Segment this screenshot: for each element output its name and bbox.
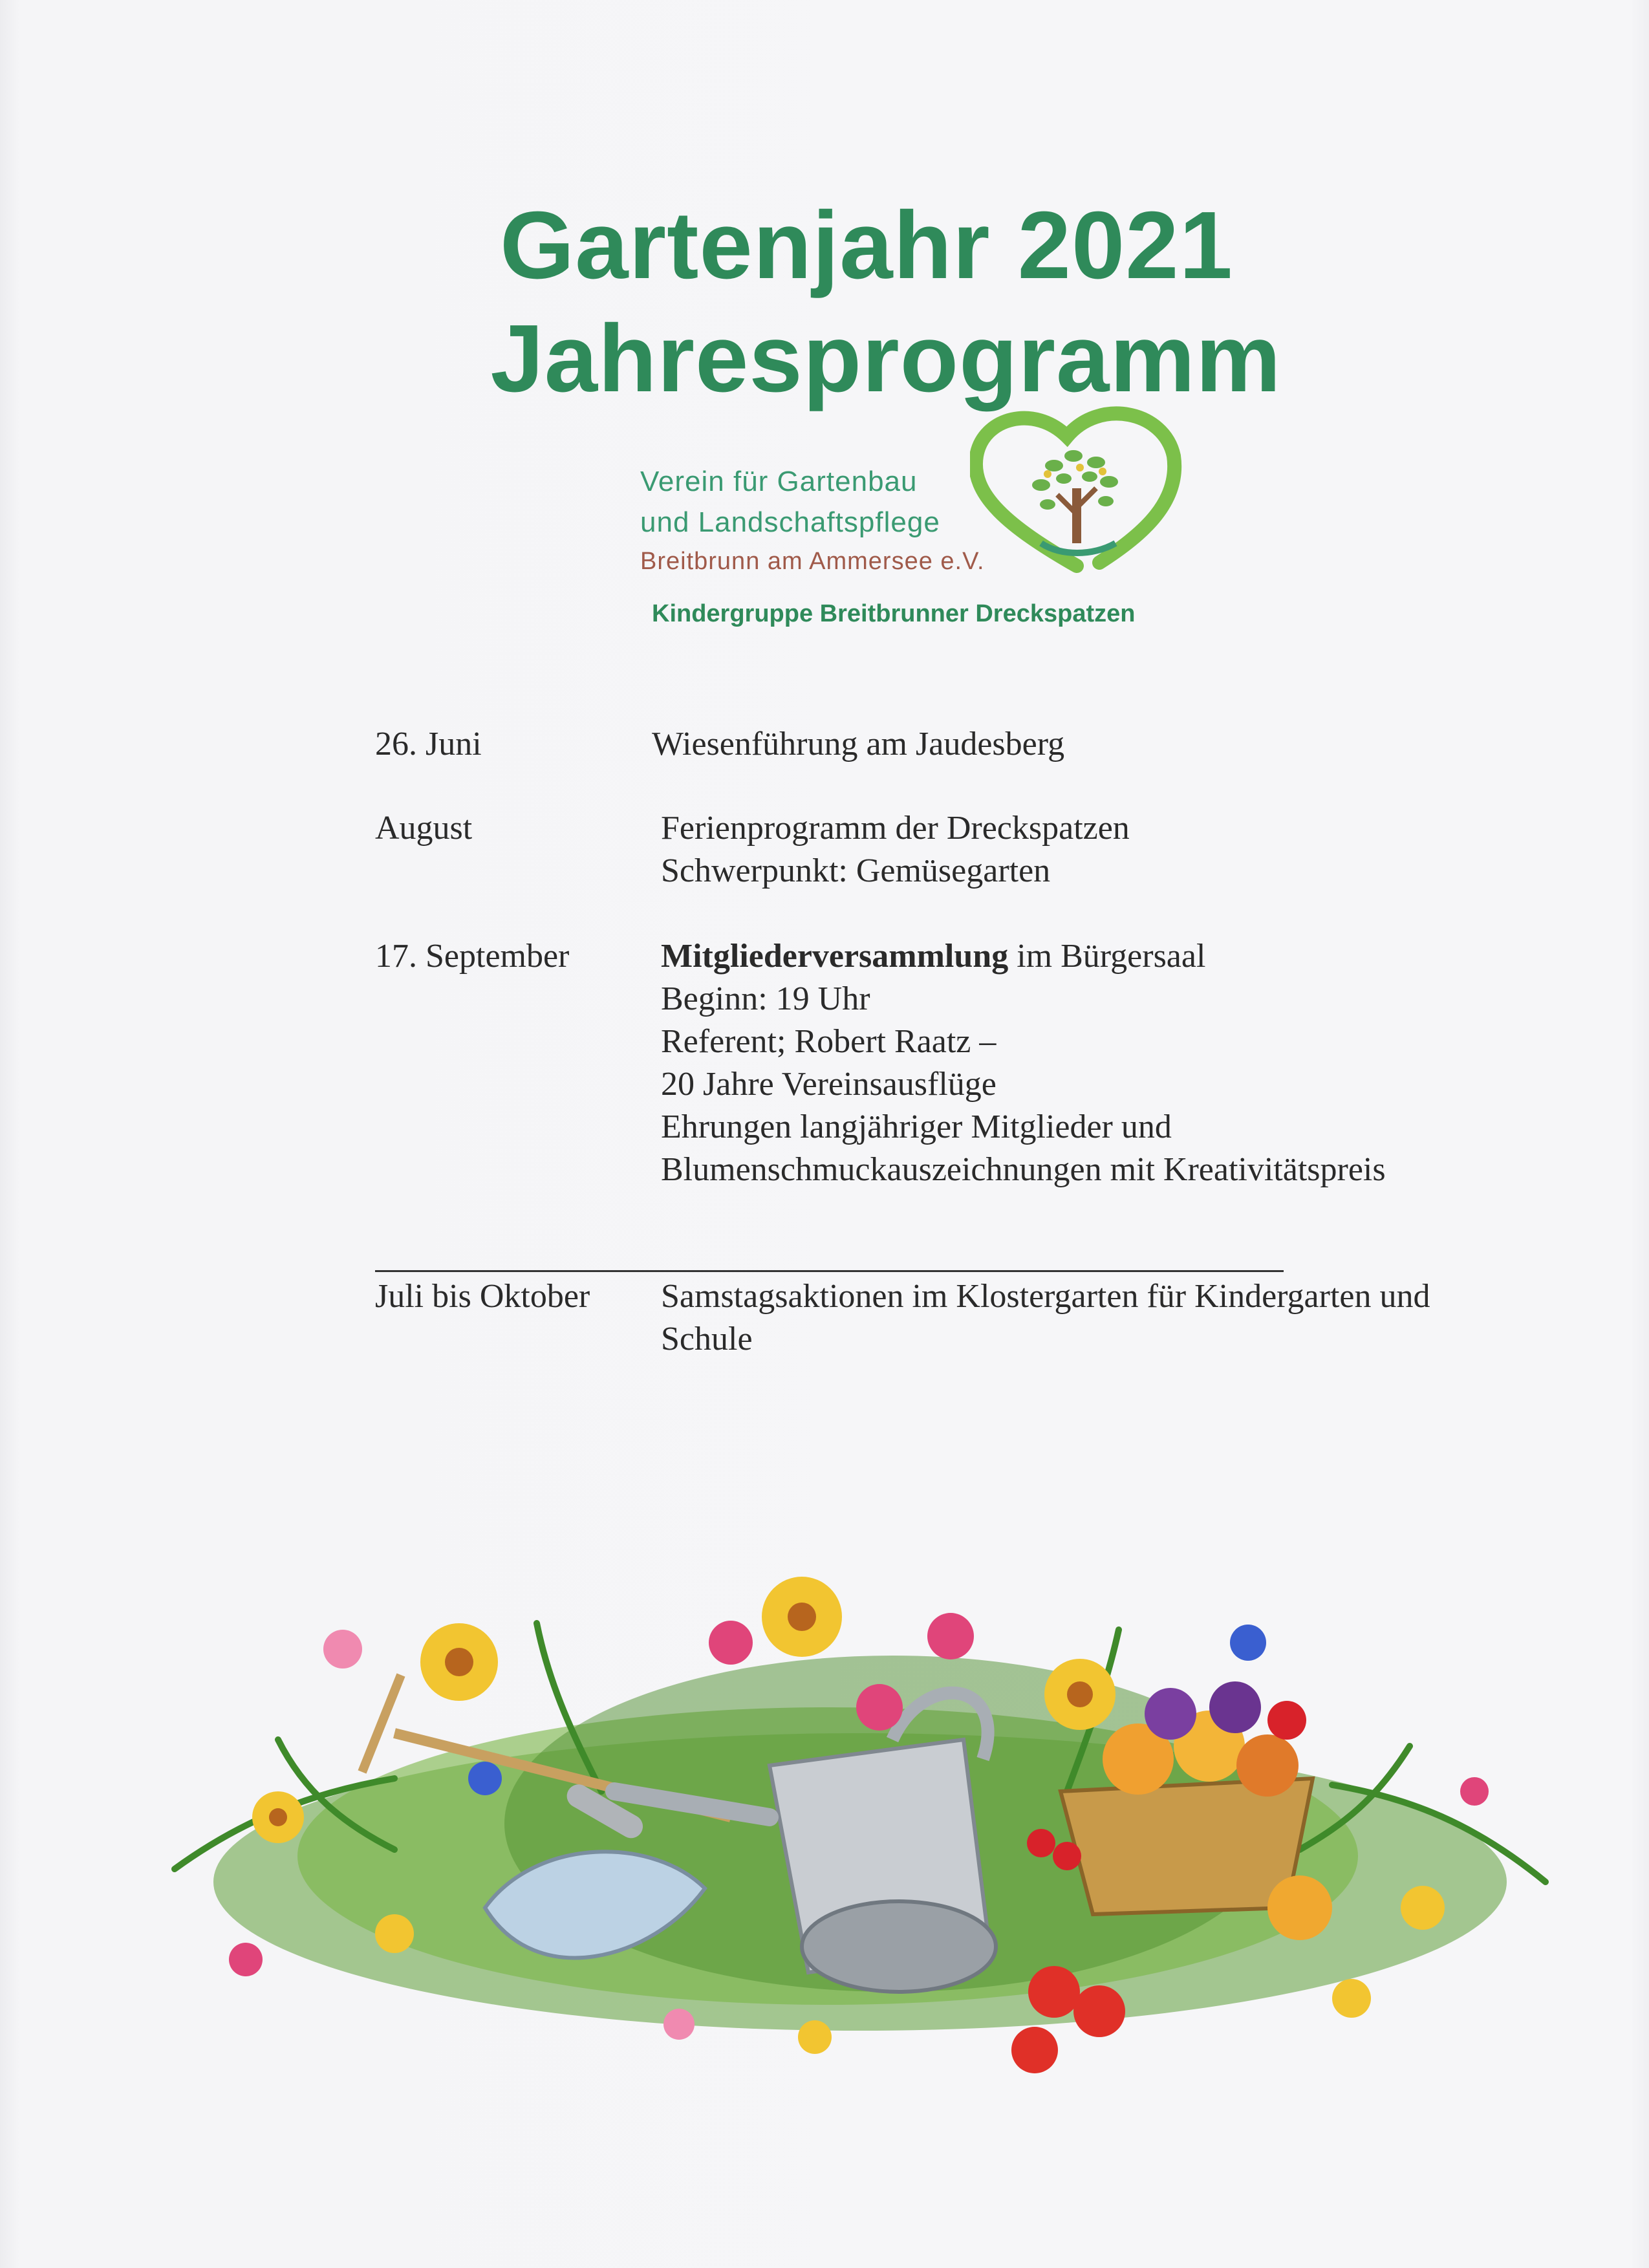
heart-tree-icon <box>970 404 1183 579</box>
logo-line-1: Verein für Gartenbau <box>640 466 918 497</box>
event-line: Ferienprogramm der Dreckspatzen <box>661 810 1130 847</box>
logo-line-3: Breitbrunn am Ammersee e.V. <box>640 548 985 575</box>
logo-line-2: und Landschaftspflege <box>640 506 940 538</box>
event-line: Schule <box>661 1321 753 1357</box>
event-highlight-rest: im Bürgersaal <box>1008 938 1206 975</box>
event-description <box>652 723 1064 766</box>
event-line: Beginn: 19 Uhr <box>661 980 870 1017</box>
event-line: Samstagsaktionen im Klostergarten für Kindergarten und <box>661 1278 1430 1315</box>
event-highlight: Mitgliederversammlung <box>661 938 1009 975</box>
event-date: 17. September <box>375 938 570 975</box>
club-logo <box>640 404 1190 637</box>
divider-line <box>375 1270 1284 1272</box>
event-line <box>661 935 1386 978</box>
garden-illustration <box>149 1546 1571 2128</box>
event-date: August <box>375 810 473 847</box>
event-description <box>661 935 1386 1191</box>
event-line: Blumenschmuckauszeichnungen mit Kreativitätspreis <box>661 1151 1386 1188</box>
title-line-2: Jahresprogramm <box>490 305 1282 412</box>
event-line: 20 Jahre Vereinsausflüge <box>661 1066 997 1103</box>
logo-subtitle: Kindergruppe Breitbrunner Dreckspatzen <box>652 600 1136 627</box>
event-date: 26. Juni <box>375 726 482 762</box>
event-description <box>661 807 1130 892</box>
event-line: Schwerpunkt: Gemüsegarten <box>661 852 1051 889</box>
event-line: Ehrungen langjähriger Mitglieder und <box>661 1108 1172 1145</box>
event-date: Juli bis Oktober <box>375 1278 590 1315</box>
event-line: Wiesenführung am Jaudesberg <box>652 726 1065 762</box>
event-line: Referent; Robert Raatz – <box>661 1023 997 1060</box>
title-line-1: Gartenjahr 2021 <box>500 192 1233 299</box>
event-description <box>661 1275 1430 1361</box>
